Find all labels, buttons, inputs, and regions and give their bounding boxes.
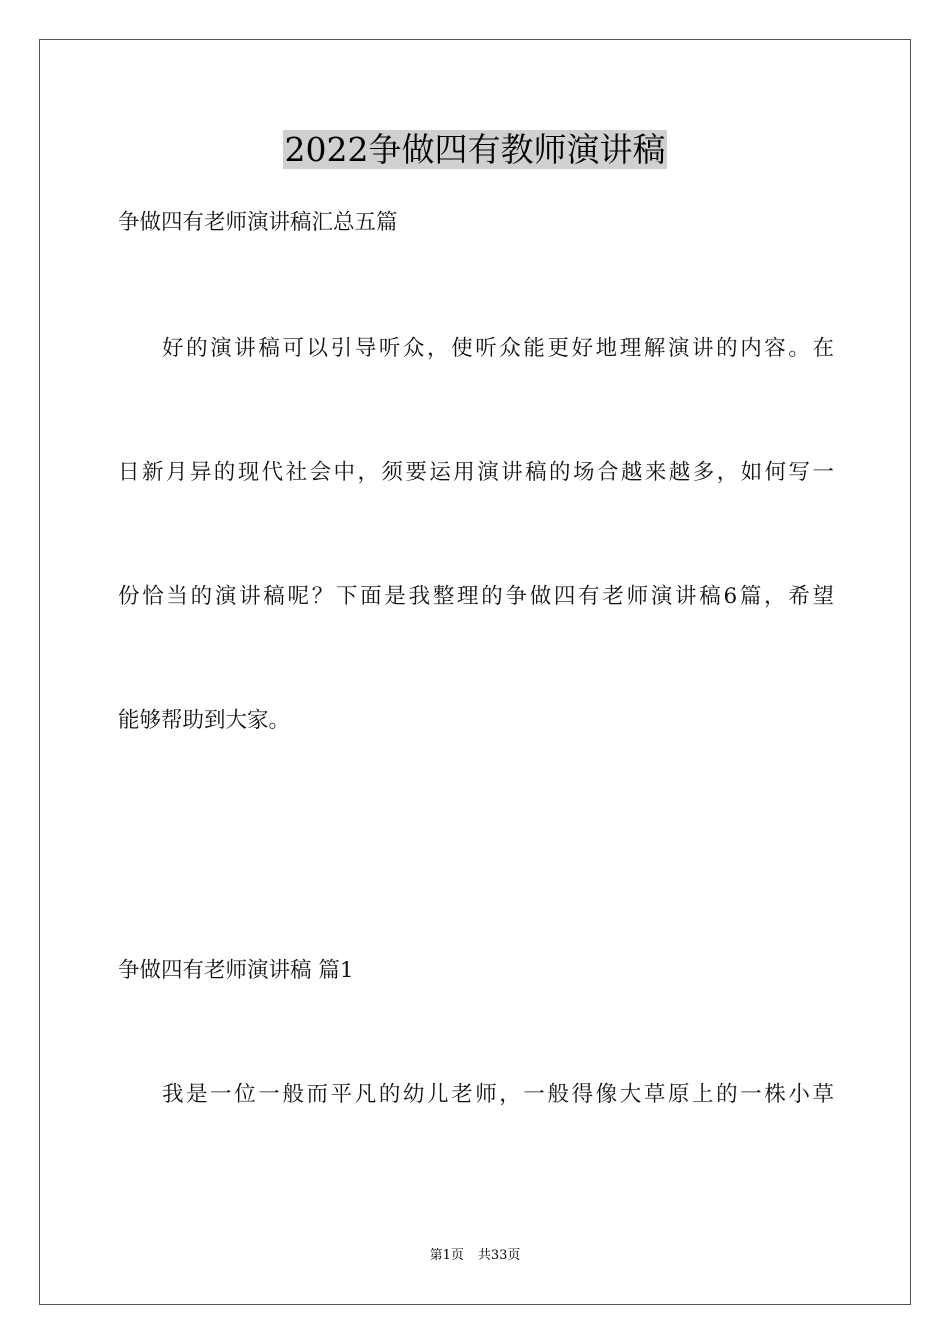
page-number: 第1页 xyxy=(429,1248,464,1263)
paragraph-line: 份恰当的演讲稿呢？下面是我整理的争做四有老师演讲稿6篇，希望 xyxy=(118,584,834,609)
paragraph-line: 日新月异的现代社会中，须要运用演讲稿的场合越来越多，如何写一 xyxy=(118,460,834,485)
subtitle-line: 争做四有老师演讲稿汇总五篇 xyxy=(118,210,398,235)
paragraph-line: 我是一位一般而平凡的幼儿老师，一般得像大草原上的一株小草 xyxy=(162,1082,834,1107)
section-heading: 争做四有老师演讲稿 篇1 xyxy=(118,958,354,983)
page-total: 共33页 xyxy=(477,1248,521,1263)
paragraph-line: 能够帮助到大家。 xyxy=(118,708,291,733)
paragraph-line: 好的演讲稿可以引导听众，使听众能更好地理解演讲的内容。在 xyxy=(162,336,834,361)
document-title xyxy=(0,124,950,176)
document-title-text: 2022争做四有教师演讲稿 xyxy=(284,130,666,169)
page-footer xyxy=(0,1247,950,1265)
